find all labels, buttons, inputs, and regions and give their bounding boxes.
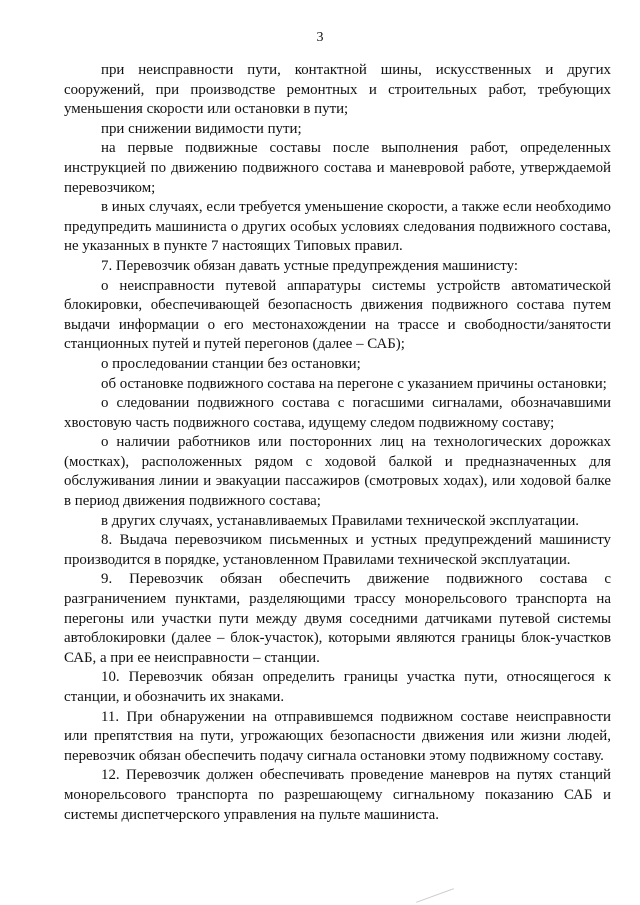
paragraph-pass-station: о проследовании станции без остановки;	[101, 355, 361, 372]
paragraph-first-trains-after-works: на первые подвижные составы после выполнения работ, определенных инструкцией по движению подвижного состава и маневровой работе, утверждаемой перевозчиком;	[64, 140, 611, 196]
scan-mark	[416, 888, 454, 903]
page-number: 3	[316, 30, 324, 45]
paragraph-low-visibility: при снижении видимости пути;	[101, 120, 302, 137]
paragraph-item-7: 7. Перевозчик обязан давать устные предупреждения машинисту:	[101, 257, 518, 274]
paragraph-stop-on-haul: об остановке подвижного состава на перегоне с указанием причины остановки;	[101, 375, 607, 392]
paragraph-tail-signals: о следовании подвижного состава с погасшими сигналами, обозначавшими хвостовую часть подвижного состава, идущему следом подвижному составу;	[64, 395, 611, 431]
paragraph-item-8: 8. Выдача перевозчиком письменных и устных предупреждений машинисту производится в порядке, установленном Правилами технической эксплуатации.	[64, 532, 611, 568]
paragraph-other-cases: в иных случаях, если требуется уменьшение скорости, а также если необходимо предупредить машиниста о других особых условиях следования подвижного состава, не указанных в пункте 7 настоящих Типовых правил.	[64, 199, 611, 255]
paragraph-item-12: 12. Перевозчик должен обеспечивать проведение маневров на путях станций монорельсового транспорта по разрешающему сигнальному показанию САБ и системы диспетчерского управления на пульте машиниста.	[64, 767, 611, 823]
paragraph-item-9: 9. Перевозчик обязан обеспечить движение подвижного состава с разграничением пунктами, разделяющими трассу монорельсового транспорта на перегоны или участки пути между двумя соседними датчиками путевой системы автоблокировки (далее – блок-участок), которыми являются границы блок-участков САБ, а при ее неисправности – станции.	[64, 571, 611, 666]
paragraph-item-11: 11. При обнаружении на отправившемся подвижном составе неисправности или препятствия на пути, угрожающих безопасности движения или жизни людей, перевозчик обязан обеспечить подачу сигнала остановки этому подвижному составу.	[64, 708, 611, 764]
paragraph-other-rules: в других случаях, устанавливаемых Правилами технической эксплуатации.	[101, 512, 580, 529]
paragraph-workers-on-walkways: о наличии работников или посторонних лиц на технологических дорожках (мостках), расположенных рядом с ходовой балкой и предназначенных для обслуживания линии и эвакуации пассажиров (смотровых ходах), или ходовой балке в период движения подвижного состава;	[64, 434, 611, 510]
paragraph-road-defects: при неисправности пути, контактной шины, искусственных и других сооружений, при производстве ремонтных и строительных работ, требующих уменьшения скорости или остановки в пути;	[64, 62, 611, 118]
paragraph-item-10: 10. Перевозчик обязан определить границы участка пути, относящегося к станции, и обозначить их знаками.	[64, 669, 611, 705]
paragraph-sab-malfunction: о неисправности путевой аппаратуры системы устройств автоматической блокировки, обеспечивающей безопасность движения подвижного состава путем выдачи информации о его местонахождении на трассе и свободности/занятости станционных путей и путей перегонов (далее – САБ);	[64, 277, 611, 353]
document-body	[64, 61, 611, 825]
